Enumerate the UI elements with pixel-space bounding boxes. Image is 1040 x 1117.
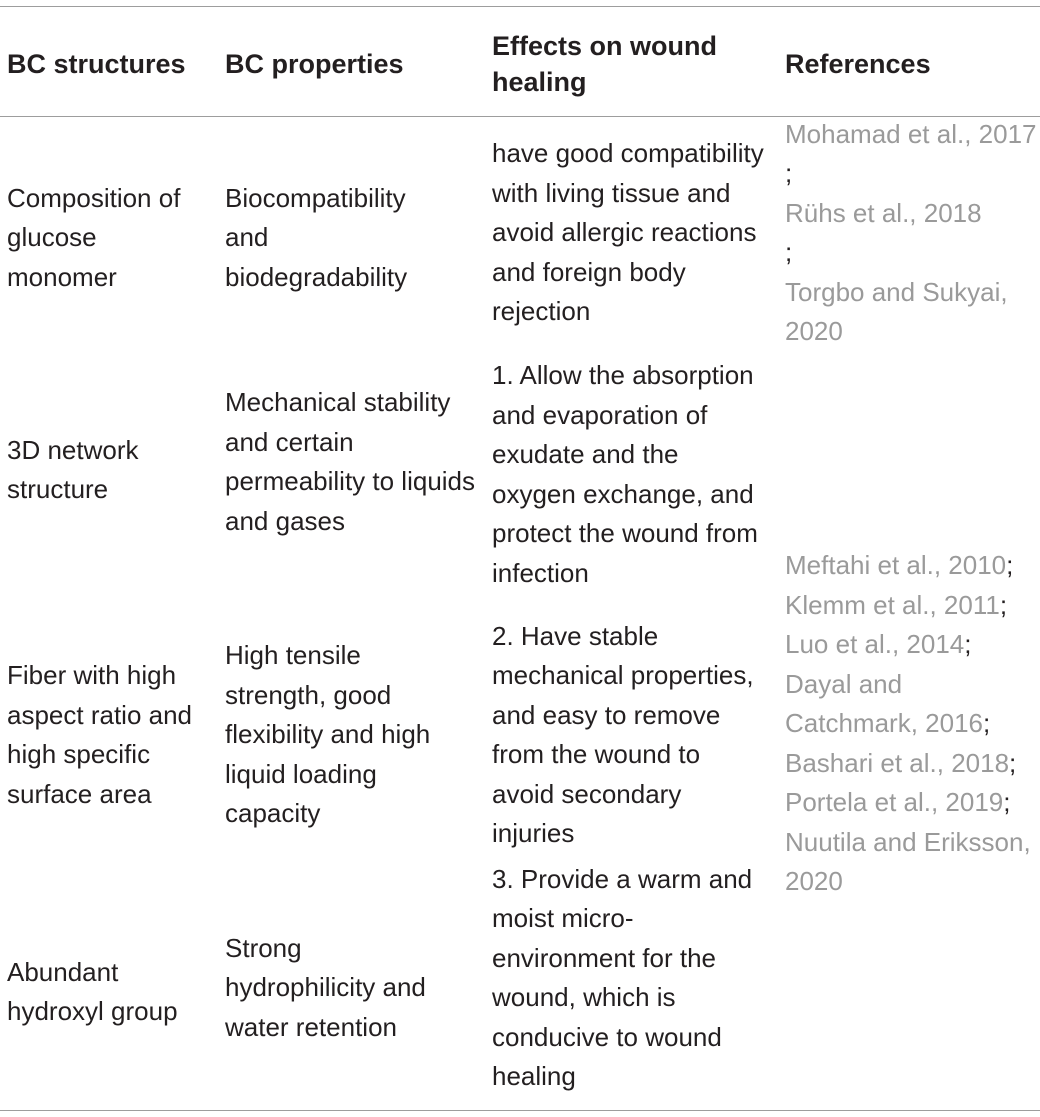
reference-cell-1: Mohamad et al., 2017 ; Rühs et al., 2018 ; Torgbo and Sukyai, 2020 <box>785 154 1040 312</box>
reference-link[interactable]: Portela et al., 2019 <box>785 787 1004 818</box>
structure-cell-3: Fiber with high aspect ratio and high specific surface area <box>7 660 193 809</box>
property-cell-3: High tensile strength, good flexibility and high liquid loading capacity <box>225 640 431 829</box>
reference-link[interactable]: Bashari et al., 2018 <box>785 747 1010 778</box>
property-cell-2: Mechanical stability and certain permeability to liquids and gases <box>225 387 476 536</box>
reference-link[interactable]: Mohamad et al., 2017 <box>785 118 1037 149</box>
reference-link[interactable]: Rühs et al., 2018 <box>785 197 982 228</box>
effect-cell-1: have good compatibility with living tissue and avoid allergic reactions and foreign body rejection <box>492 138 764 327</box>
reference-link[interactable]: Nuutila and Eriksson, 2020 <box>785 826 1031 897</box>
property-cell-1: Biocompatibility and biodegradability <box>225 182 408 292</box>
reference-link[interactable]: Dayal and Catchmark, 2016 <box>785 668 983 739</box>
reference-link[interactable]: Meftahi et al., 2010 <box>785 550 1007 581</box>
header-bc-structures: BC structures <box>7 49 186 79</box>
structure-cell-1: Composition of glucose monomer <box>7 182 181 292</box>
header-references: References <box>785 49 931 79</box>
reference-link[interactable]: Luo et al., 2014 <box>785 629 965 660</box>
reference-link[interactable]: Torgbo and Sukyai, 2020 <box>785 276 1008 346</box>
property-cell-4: Strong hydrophilicity and water retention <box>225 932 426 1042</box>
reference-cell-2: Meftahi et al., 2010; Klemm et al., 2011; Luo et al., 2014; Dayal and Catchmark, 2016; Bashari et al., 2018; Portela et al., 2019; Nuutila and Eriksson, 2020 <box>785 550 1031 897</box>
effect-cell-3: 2. Have stable mechanical properties, and easy to remove from the wound to avoid secondary injuries <box>492 620 754 848</box>
reference-link[interactable]: Klemm et al., 2011 <box>785 589 1000 620</box>
header-effects: Effects on wound healing <box>492 31 717 97</box>
header-bc-properties: BC properties <box>225 49 404 79</box>
structure-cell-2: 3D network structure <box>7 434 139 504</box>
structure-cell-4: Abundant hydroxyl group <box>7 956 178 1026</box>
table-bottom-rule <box>0 1110 1040 1111</box>
effect-cell-4: 3. Provide a warm and moist micro-environment for the wound, which is conducive to wound healing <box>492 863 753 1091</box>
effect-cell-2: 1. Allow the absorption and evaporation of exudate and the oxygen exchange, and protect the wound from infection <box>492 360 758 588</box>
table-top-rule <box>0 6 1040 7</box>
